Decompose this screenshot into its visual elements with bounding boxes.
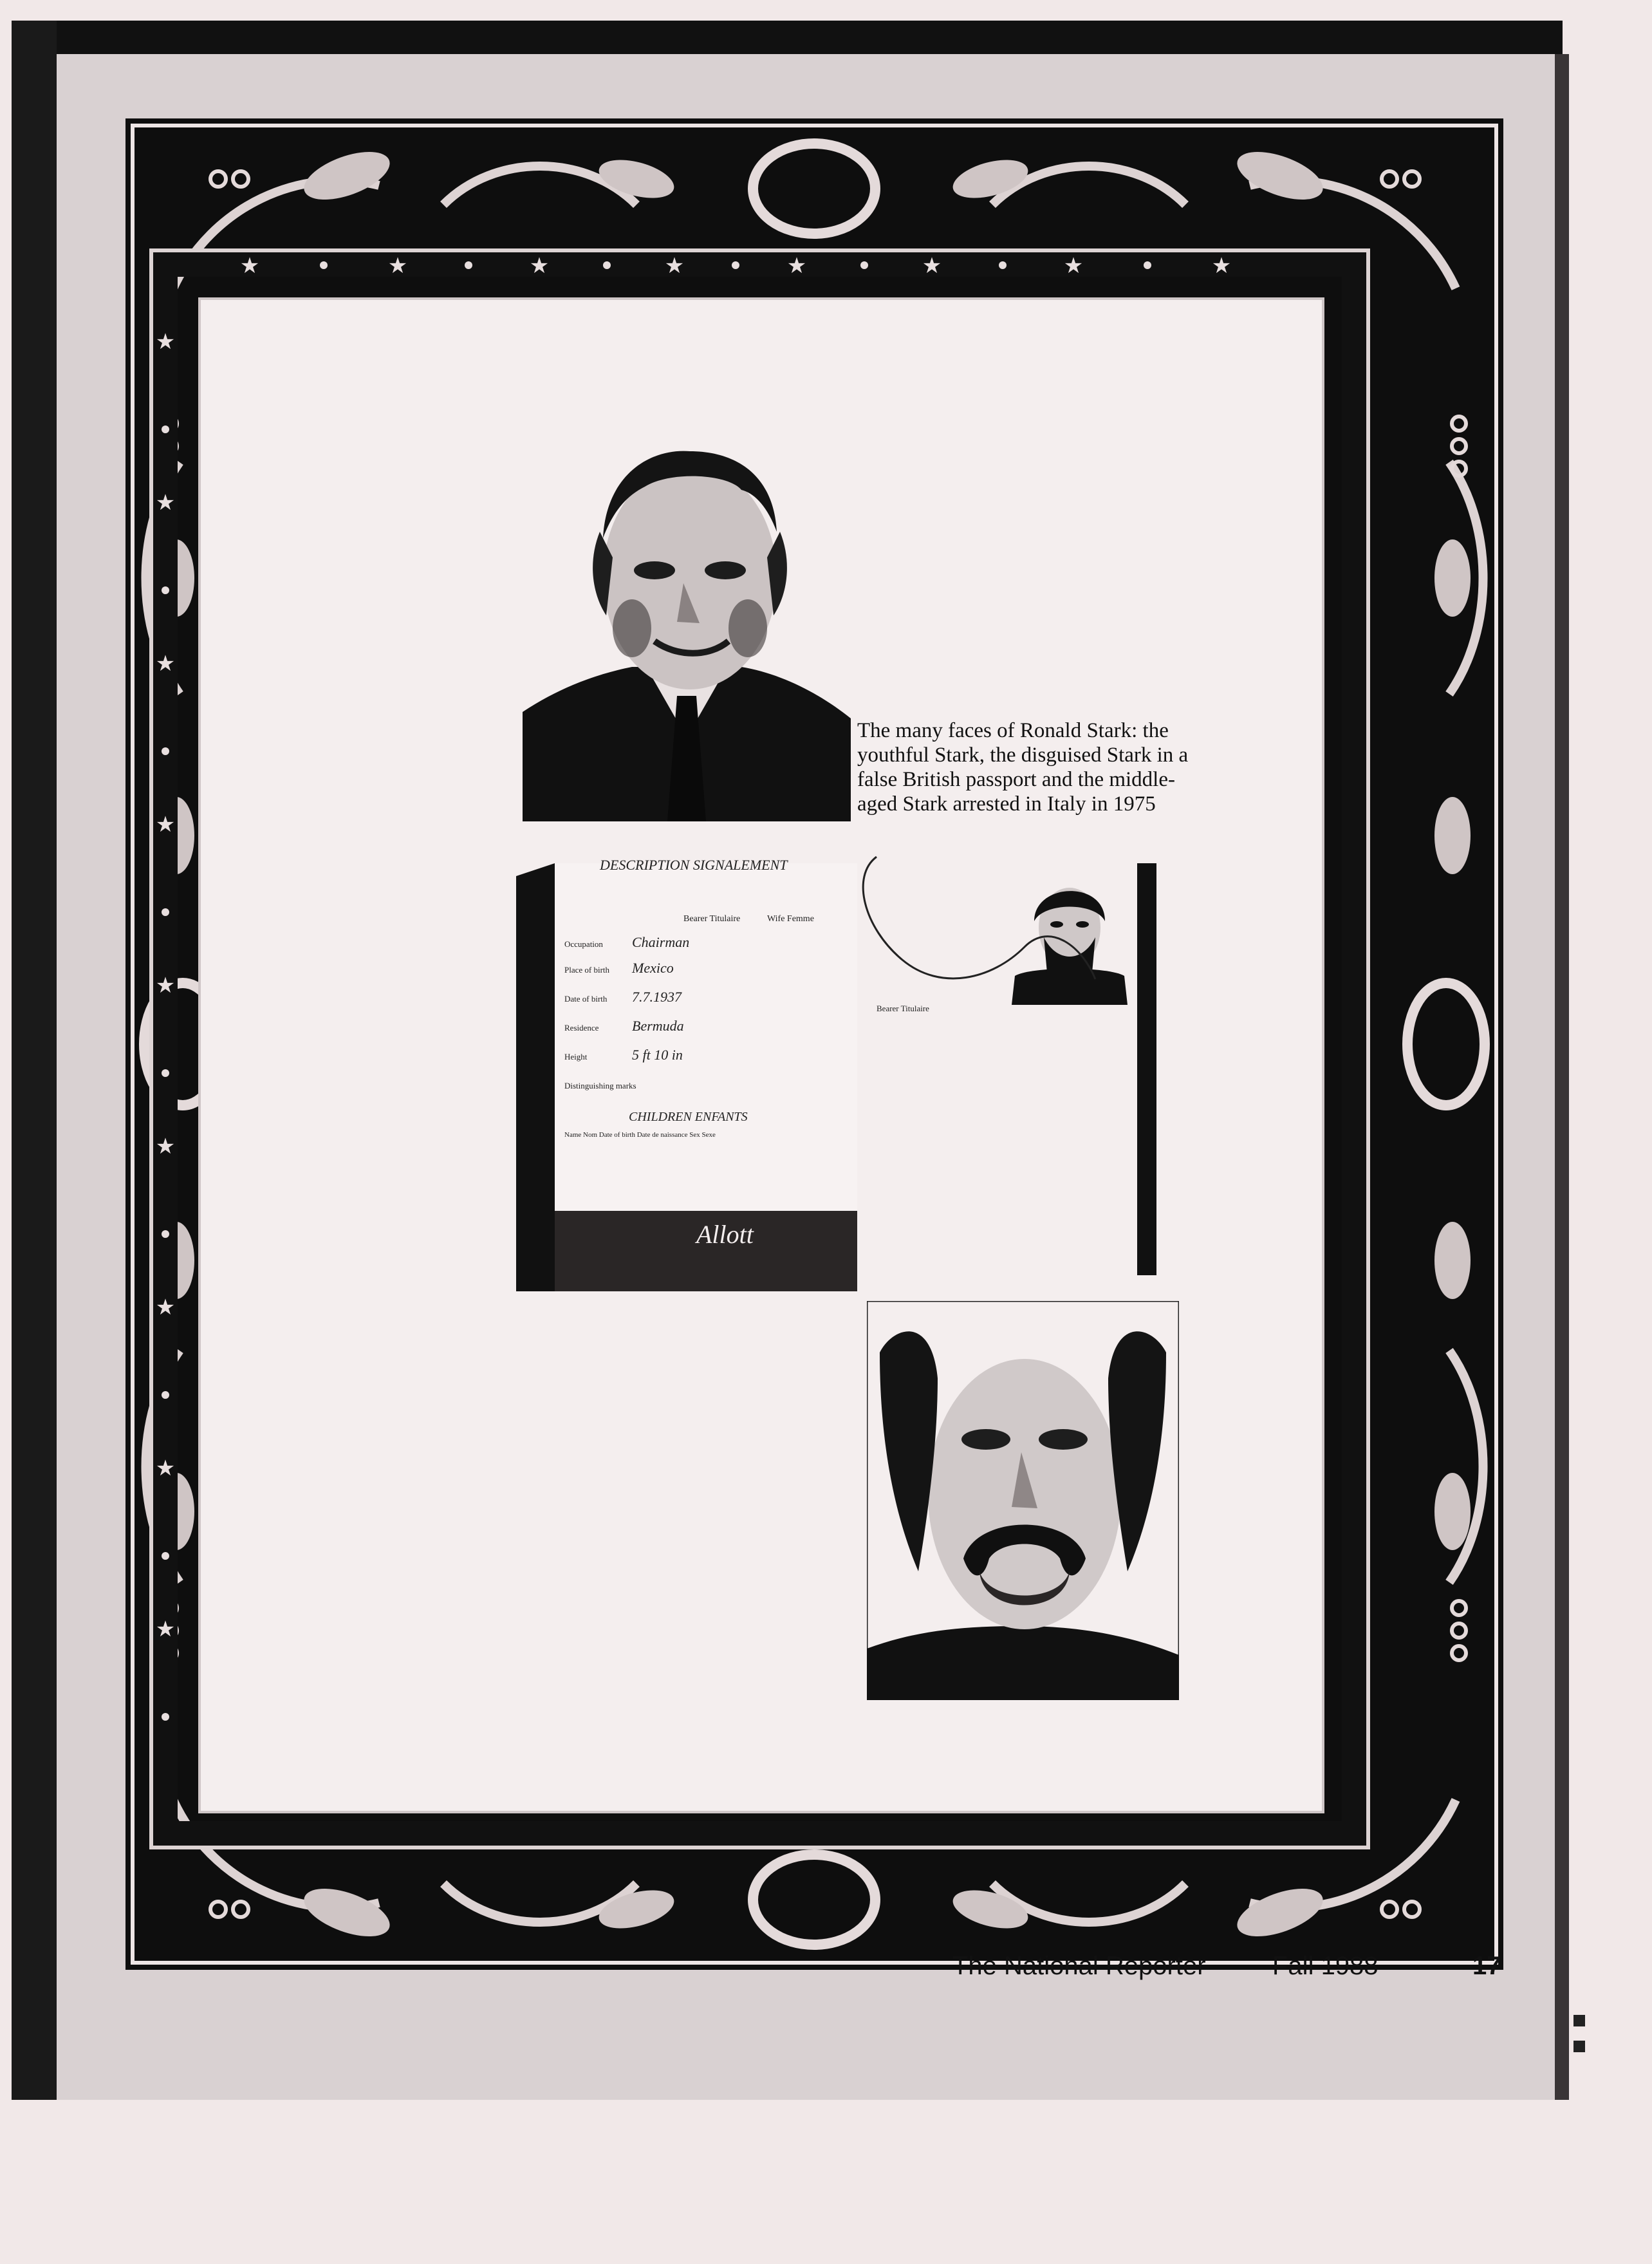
photo-caption: The many faces of Ronald Stark: the youthful Stark, the disguised Stark in a false British passport and the middle-aged Stark arrested in Italy in 1975 (857, 719, 1189, 816)
svg-text:★: ★ (239, 253, 260, 279)
publication-name: The National Reporter (952, 1952, 1206, 1980)
passport-heading: DESCRIPTION SIGNALEMENT (600, 857, 788, 873)
page-footer (952, 1952, 1532, 1990)
svg-text:★: ★ (155, 1134, 176, 1159)
passport-row-value: 5 ft 10 in (632, 1047, 683, 1063)
passport-children-cols: Name Nom Date of birth Date de naissance Sex Sexe (564, 1131, 716, 1139)
content-panel (198, 297, 1324, 1813)
passport-row-label: Occupation (564, 939, 603, 949)
svg-text:★: ★ (387, 253, 408, 279)
svg-text:★: ★ (155, 490, 176, 516)
svg-text:★: ★ (155, 1616, 176, 1642)
svg-text:★: ★ (155, 329, 176, 355)
svg-text:★: ★ (155, 1295, 176, 1320)
registration-mark (1573, 2041, 1585, 2052)
passport-row-value: Mexico (632, 960, 674, 976)
young-stark-image (523, 435, 851, 821)
svg-text:★: ★ (1211, 253, 1232, 279)
svg-text:★: ★ (1063, 253, 1084, 279)
passport-bearer-label: Bearer Titulaire (877, 1004, 929, 1013)
registration-mark (1573, 2015, 1585, 2026)
left-rule (12, 21, 57, 2100)
passport-row-label: Date of birth (564, 994, 608, 1004)
svg-text:★: ★ (155, 812, 176, 837)
passport-col-bearer: Bearer Titulaire (683, 914, 741, 924)
svg-text:★: ★ (786, 253, 807, 279)
middle-aged-stark-photo (867, 1301, 1179, 1700)
svg-text:★: ★ (155, 651, 176, 677)
scanned-page (12, 21, 1563, 2100)
passport-row-label: Height (564, 1052, 588, 1062)
passport-portrait (1012, 876, 1128, 1005)
passport-row-label: Place of birth (564, 965, 610, 975)
svg-text:★: ★ (529, 253, 550, 279)
issue-date: Fall 1988 (1272, 1952, 1378, 1980)
passport-distinguishing: Distinguishing marks (564, 1081, 636, 1090)
passport-signature: Allott (696, 1220, 754, 1249)
passport-col-wife: Wife Femme (767, 914, 814, 924)
passport-row-label: Residence (564, 1023, 599, 1033)
passport-photo (516, 850, 1173, 1291)
page-number: 17 (1472, 1952, 1501, 1980)
top-rule (12, 21, 1563, 54)
passport-image (516, 850, 1173, 1291)
svg-text:★: ★ (664, 253, 685, 279)
middle-aged-stark-image (867, 1301, 1179, 1700)
passport-row-value: Bermuda (632, 1018, 684, 1034)
svg-text:★: ★ (155, 1455, 176, 1481)
young-stark-photo (523, 435, 851, 821)
passport-children-heading: CHILDREN ENFANTS (629, 1110, 748, 1124)
page-edge-shadow (1555, 54, 1569, 2100)
passport-row-value: Chairman (632, 934, 690, 950)
svg-text:★: ★ (922, 253, 942, 279)
passport-row-value: 7.7.1937 (632, 989, 682, 1005)
svg-text:★: ★ (155, 973, 176, 998)
